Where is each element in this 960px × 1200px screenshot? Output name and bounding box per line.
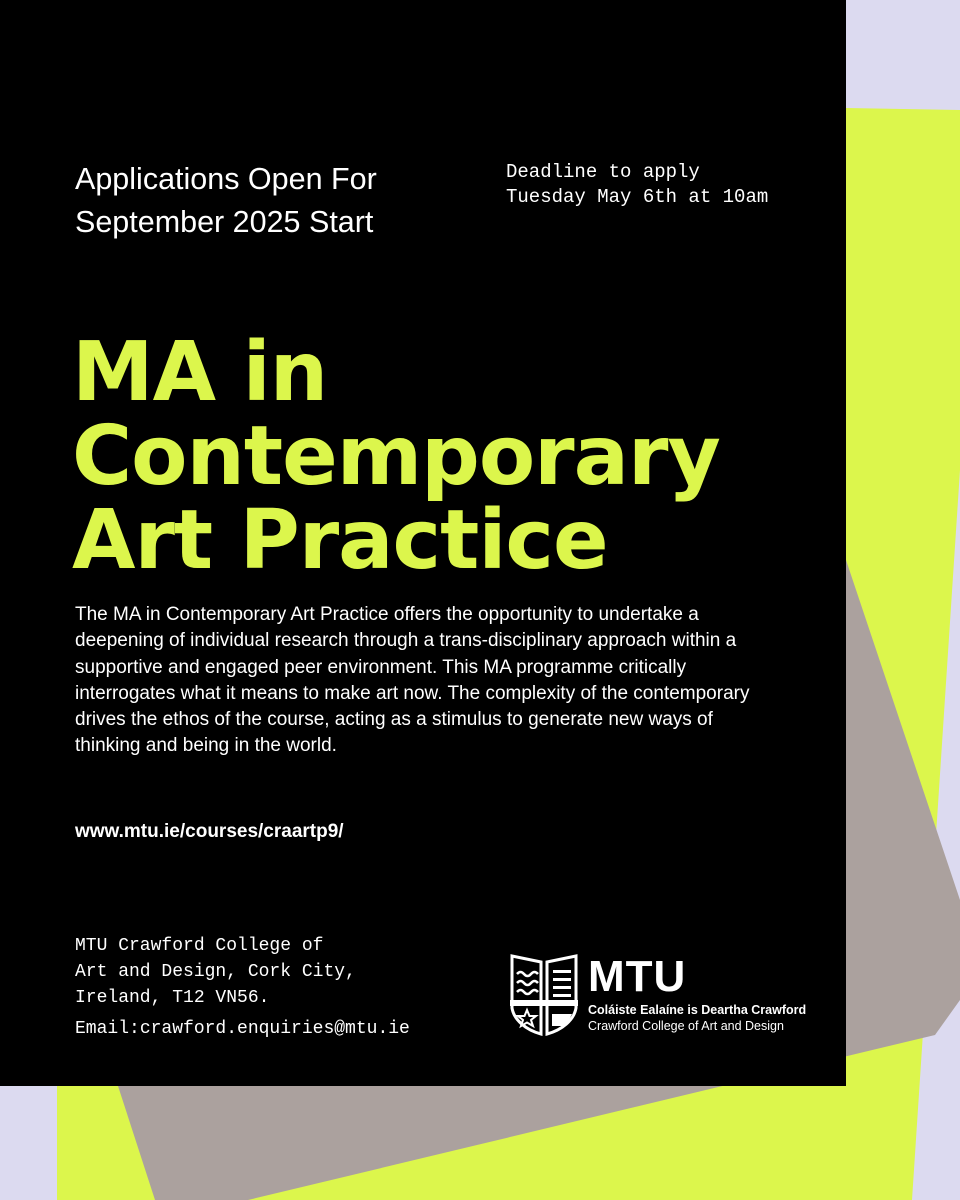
course-title: [72, 325, 720, 588]
course-description: The MA in Contemporary Art Practice offers the opportunity to undertake a deepening of individual research through a trans-disciplinary approach within a supportive and engaged peer environment. This MA programme critically interrogates what it means to make art now. The complexity of the contemporary drives the ethos of the course, acting as a stimulus to generate new ways of thinking and being in the world.: [75, 604, 750, 757]
mtu-crest-icon: [508, 952, 580, 1038]
course-url-link[interactable]: www.mtu.ie/courses/craartp9/: [75, 821, 344, 842]
deadline-line-2: Tuesday May 6th at 10am: [506, 186, 769, 208]
title-line-2: Contemporary: [72, 409, 720, 504]
logo-irish-name: Coláiste Ealaíne is Deartha Crawford: [588, 1003, 807, 1017]
email-link[interactable]: crawford.enquiries@mtu.ie: [139, 1019, 410, 1039]
mtu-logo: [508, 952, 808, 1042]
address-line-3: Ireland, T12 VN56.: [75, 988, 270, 1008]
title-line-1: MA in: [72, 325, 328, 420]
intro-line-2: September 2025 Start: [75, 205, 374, 239]
mtu-wordmark: MTU: [588, 952, 687, 1001]
address-line-1: MTU Crawford College of: [75, 936, 324, 956]
applications-open-heading: [75, 158, 377, 244]
address-line-2: Art and Design, Cork City,: [75, 962, 356, 982]
deadline-notice: [506, 160, 768, 210]
logo-english-name: Crawford College of Art and Design: [588, 1019, 784, 1033]
email-label: Email:: [75, 1019, 140, 1039]
intro-line-1: Applications Open For: [75, 162, 377, 196]
email-contact: [75, 1016, 410, 1042]
deadline-line-1: Deadline to apply: [506, 161, 700, 183]
college-address: [75, 933, 356, 1011]
title-line-3: Art Practice: [72, 493, 608, 588]
